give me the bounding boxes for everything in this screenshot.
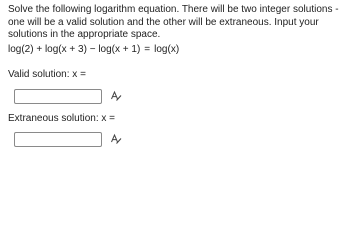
extraneous-solution-input[interactable] xyxy=(14,132,102,147)
extraneous-solution-label: Extraneous solution: x = xyxy=(8,113,116,124)
equation xyxy=(8,44,179,55)
equation-right-side: log(x) xyxy=(154,44,180,55)
valid-solution-input[interactable] xyxy=(14,89,102,104)
valid-solution-label: Valid solution: x = xyxy=(8,69,86,80)
text-format-icon[interactable] xyxy=(110,90,122,102)
text-format-icon[interactable] xyxy=(110,133,122,145)
equals-sign: = xyxy=(144,44,151,55)
question-instructions: Solve the following logarithm equation. There will be two integer solutions - one will be a valid solution and the other will be extraneous. Input your solutions in the appropriate space. xyxy=(8,4,339,40)
equation-left-side: log(2) + log(x + 3) − log(x + 1) xyxy=(8,44,141,55)
